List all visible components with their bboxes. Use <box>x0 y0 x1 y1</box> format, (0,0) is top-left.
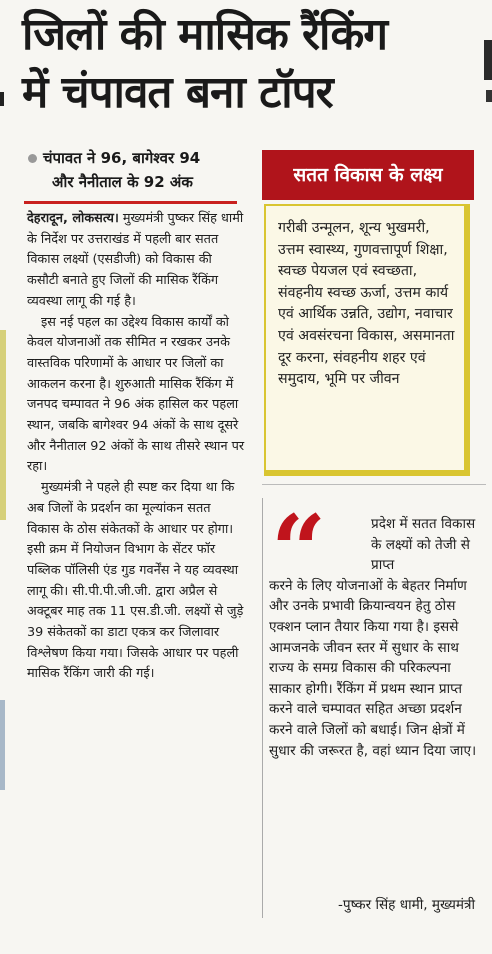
sdg-list-text: गरीबी उन्मूलन, शून्य भुखमरी, उत्तम स्वास्थ्य, गुणवत्तापूर्ण शिक्षा, स्वच्छ पेयजल एवं स्वच्छता, संवहनीय स्वच्छ ऊर्जा, उत्तम कार्य एवं आर्थिक उन्नति, उद्योग, नवाचार एवं अवसंरचना विकास, असमानता दूर करना, संवहनीय शहर एवं समुदाय, भूमि पर जीवन <box>278 220 455 388</box>
headline-line-1: जिलों की मासिक रैंकिंग <box>22 9 388 60</box>
headline-line-2: में चंपावत बना टॉपर <box>22 67 333 118</box>
paragraph-text: मुख्यमंत्री पुष्कर सिंह धामी के निर्देश पर उत्तराखंड में पहली बार सतत विकास लक्ष्यों (एसडीजी) को विकास की कसौटी बनाते हुए जिलों की मासिक रैंकिंग व्यवस्था लागू की गई है। <box>27 211 244 309</box>
article-paragraph: मुख्यमंत्री ने पहले ही स्पष्ट कर दिया था कि अब जिलों के प्रदर्शन का मूल्यांकन सतत विकास के ठोस संकेतकों के आधार पर होगा। इसी क्रम में नियोजन विभाग के सेंटर फॉर पब्लिक पॉलिसी एंड गुड गवर्नेंस ने यह व्यवस्था लागू की। सी.पी.पी.जी.जी. द्वारा अप्रैल से अक्टूबर माह तक 11 एस.डी.जी. लक्ष्यों से जुड़े 39 संकेतकों का डाटा एकत्र कर जिलावार विश्लेषण किया गया। जिसके आधार पर पहली मासिक रैंकिंग जारी की गई। <box>27 480 244 682</box>
divider <box>262 484 486 485</box>
adjacent-page-strip <box>0 700 5 790</box>
dateline: देहरादून, लोकसत्य। <box>27 211 119 226</box>
quote-text <box>269 514 477 761</box>
quote-opening: प्रदेश में सतत विकास के लक्ष्यों को तेजी से प्राप्त <box>371 516 476 574</box>
quote-attribution: -पुष्कर सिंह धामी, मुख्यमंत्री <box>337 897 475 913</box>
quote-box <box>262 494 485 918</box>
divider <box>24 201 237 204</box>
adjacent-page-strip <box>0 330 6 520</box>
page-edge-mark <box>486 90 492 102</box>
quote-body: करने के लिए योजनाओं के बेहतर निर्माण और उनके प्रभावी क्रियान्वयन हेतु ठोस एक्शन प्लान तैयार किया गया है। इससे आमजनके जीवन स्तर में सुधार के साथ राज्य के समग्र विकास की परिकल्पना साकार होगी। रैंकिंग में प्रथम स्थान प्राप्त करने वाले चम्पावत सहित अच्छा प्रदर्शन करने वाले जिलों को बधाई। जिन क्षेत्रों में सुधार की जरूरत है, वहां ध्यान दिया जाए। <box>269 577 477 759</box>
article-paragraph <box>27 209 245 313</box>
page-edge-mark <box>484 40 492 80</box>
article-paragraph: इस नई पहल का उद्देश्य विकास कार्यों को केवल योजनाओं तक सीमित न रखकर उनके वास्तविक परिणामों के आधार पर जिलों का आकलन करना है। शुरुआती मासिक रैंकिंग में जनपद चम्पावत ने 96 अंक हासिल कर पहला स्थान, जबकि बागेश्वर 94 अंकों के साथ दूसरे और नैनीताल 92 अंकों के साथ तीसरे स्थान पर रहा। <box>27 314 245 475</box>
headline <box>22 6 482 122</box>
subhead-line-2: और नैनीताल के 92 अंक <box>52 173 193 191</box>
subhead-line-1: चंपावत ने 96, बागेश्वर 94 <box>43 149 201 167</box>
quote-icon: “ <box>271 494 327 607</box>
sdg-box <box>264 204 470 476</box>
article-body <box>27 209 245 685</box>
sdg-box-title: सतत विकास के लक्ष्य <box>262 150 474 200</box>
subheadline <box>28 146 248 194</box>
bullet-icon <box>28 154 37 163</box>
margin-mark <box>0 92 4 106</box>
